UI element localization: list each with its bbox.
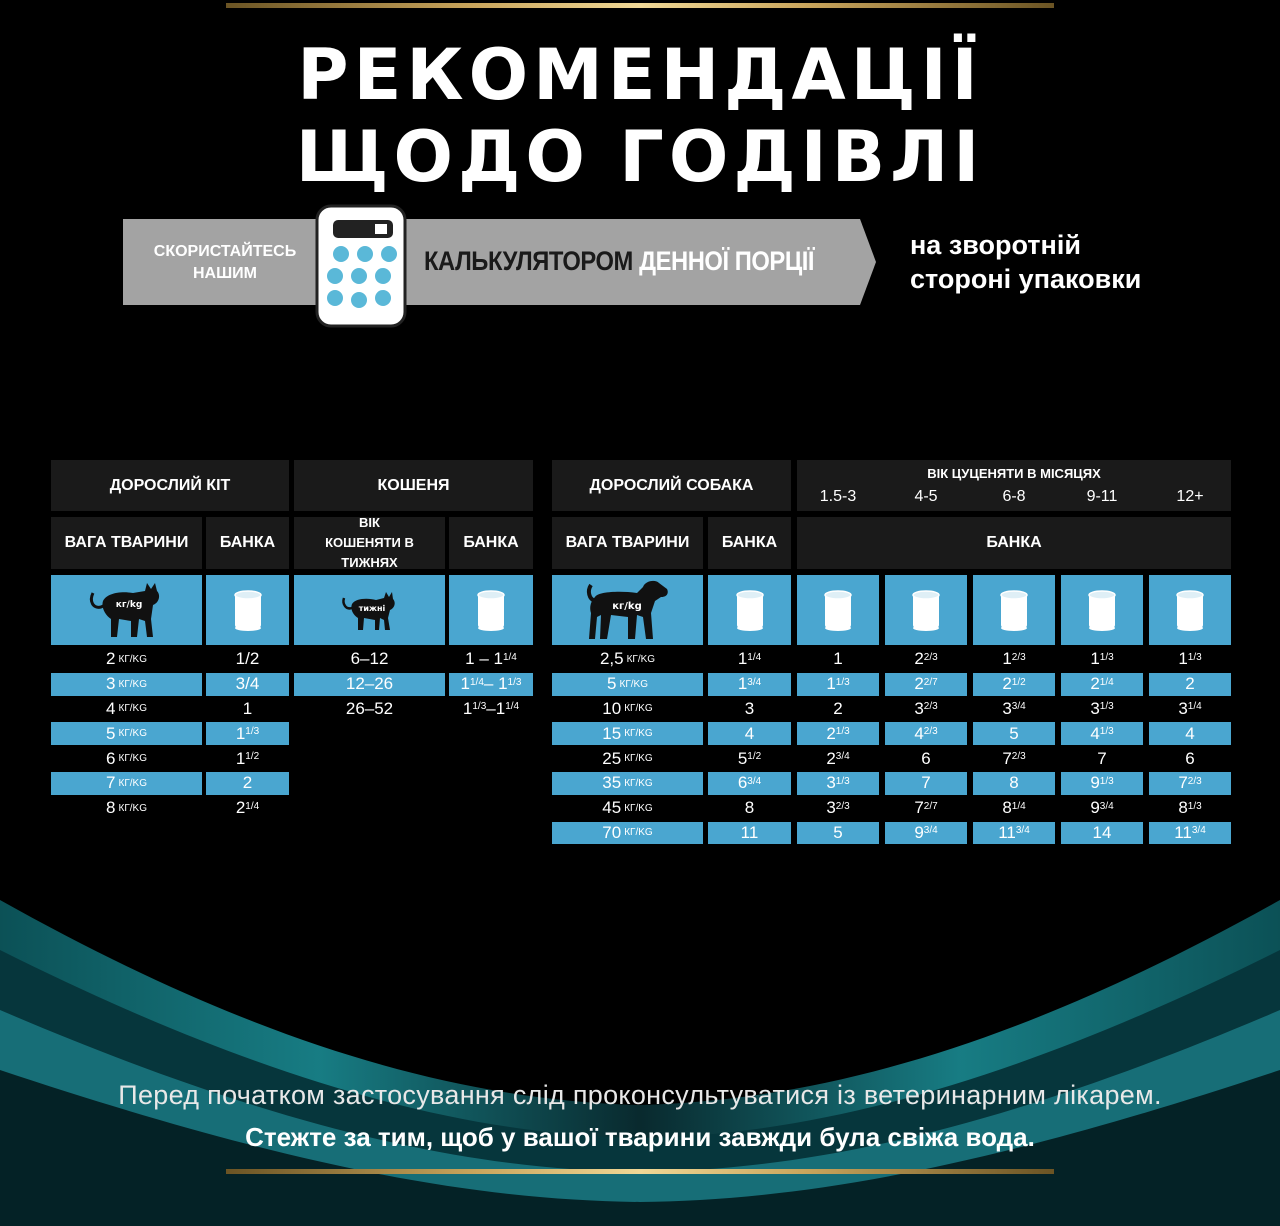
weight-unit: КГ/KG: [624, 802, 653, 814]
puppy-can-cell: [1149, 698, 1231, 721]
kitten-age-cell: 6–12: [350, 649, 389, 669]
weight-number: 25: [602, 748, 622, 768]
value-fraction: 2/7: [923, 800, 938, 812]
cat-can-icon-cell: [206, 575, 289, 645]
puppy-can-cell: [797, 648, 879, 671]
value-fraction: 2/7: [923, 676, 938, 688]
dog-can-icon-cell: [708, 575, 791, 645]
puppy-can-cell: [1149, 772, 1231, 795]
puppy-age-4: 9-11: [1086, 488, 1118, 505]
puppy-can-cell: [973, 698, 1055, 721]
dog-weight-cell: [552, 648, 703, 671]
puppy-can-cell: [797, 673, 879, 696]
value-main: 9: [914, 822, 924, 842]
value-main: 9: [1090, 798, 1100, 818]
value-main: 7: [921, 773, 931, 793]
puppy-can-cell: [973, 747, 1055, 770]
cat-can-header: БАНКА: [206, 517, 289, 569]
dog-weight-icon-cell: [552, 575, 703, 645]
calc-word: КАЛЬКУЛЯТОРОМ: [424, 246, 633, 276]
puppy-can-cell: [797, 722, 879, 745]
value-main: 11: [740, 822, 759, 842]
puppy-can-icon-cell-3: [973, 575, 1055, 645]
dog-can-cell: [708, 747, 791, 770]
weight-unit: КГ/KG: [118, 753, 147, 765]
value-main: 11: [998, 822, 1016, 842]
puppy-can-icon-cell-4: [1061, 575, 1143, 645]
value-fraction: 2/3: [835, 800, 850, 812]
value-main: 7: [914, 798, 924, 818]
value-main: 3: [1178, 698, 1188, 718]
value-fraction: 3/4: [1011, 701, 1026, 713]
cat-weight-cell: [51, 698, 202, 721]
kitten-age-header: ВІК КОШЕНЯТИ В ТИЖНЯХ: [294, 517, 445, 569]
value-main: 1: [1090, 649, 1100, 669]
puppy-can-cell: [1061, 747, 1143, 770]
can-icon: [911, 589, 941, 631]
value-fraction: 1/4: [470, 676, 484, 688]
value-main: 1: [737, 649, 748, 669]
value-main: 1: [826, 674, 836, 694]
back-note-line-2: стороні упаковки: [910, 264, 1142, 294]
value-main: 7: [1097, 748, 1107, 768]
value-fraction: 1/3: [507, 676, 522, 688]
weight-number: 7: [106, 773, 116, 793]
weight-number: 2: [106, 649, 116, 669]
puppy-title: ВІК ЦУЦЕНЯТИ В МІСЯЦЯХ: [927, 466, 1101, 481]
kitten-header: КОШЕНЯ: [294, 460, 533, 511]
svg-text:кг/kg: кг/kg: [115, 600, 142, 610]
value-fraction: 3/4: [1099, 800, 1114, 812]
puppy-can-cell: [973, 797, 1055, 820]
svg-text:тижні: тижні: [358, 604, 385, 613]
puppy-can-cell: [973, 648, 1055, 671]
title-line-2: ЩОДО ГОДІВЛІ: [295, 116, 985, 198]
dog-weight-cell: [552, 698, 703, 721]
page-title: [0, 34, 1280, 198]
value-main: 2: [826, 723, 836, 743]
weight-number: 2,5: [599, 649, 624, 669]
teal-wave-decoration: [0, 880, 1280, 1226]
dog-can-cell: [708, 648, 791, 671]
puppy-can-cell: [1061, 698, 1143, 721]
weight-unit: КГ/KG: [624, 777, 653, 789]
weight-unit: КГ/KG: [118, 653, 147, 665]
puppy-can-cell: [885, 698, 967, 721]
puppy-can-cell: [1149, 673, 1231, 696]
value-main: –1: [486, 698, 506, 718]
dog-can-cell: [708, 722, 791, 745]
weight-number: 6: [106, 748, 116, 768]
value-main: 4: [1185, 723, 1195, 743]
svg-text:кг/kg: кг/kg: [611, 601, 642, 612]
cat-can-cell: [206, 698, 289, 721]
value-fraction: 2/3: [923, 701, 938, 713]
can-icon: [476, 589, 506, 631]
puppy-can-cell: [973, 673, 1055, 696]
banner-calc-text: [424, 246, 814, 277]
can-icon: [999, 589, 1029, 631]
calculator-icon: [313, 202, 409, 330]
value-main: 2: [826, 748, 836, 768]
dog-weight-cell: [552, 772, 703, 795]
kitten-age-cell: 12–26: [294, 673, 445, 696]
puppy-can-cell: [797, 797, 879, 820]
weight-unit: КГ/KG: [624, 703, 653, 715]
value-main: 3: [1090, 698, 1100, 718]
value-fraction: 2/3: [923, 651, 938, 663]
cat-weight-cell: [51, 797, 202, 820]
top-gold-divider: [226, 3, 1054, 8]
value-main: 3/4: [235, 674, 260, 694]
weight-number: 45: [602, 798, 622, 818]
cat-can-cell: [206, 722, 289, 745]
can-icon: [1175, 589, 1205, 631]
value-fraction: 1/4: [1187, 701, 1202, 713]
weight-unit: КГ/KG: [118, 728, 147, 740]
value-main: 1: [833, 649, 843, 669]
value-main: 11: [1174, 822, 1192, 842]
weight-unit: КГ/KG: [118, 777, 147, 789]
value-fraction: 1/3: [1187, 651, 1202, 663]
value-fraction: 1/3: [1099, 701, 1114, 713]
value-fraction: 1/4: [502, 651, 517, 663]
value-fraction: 1/3: [1187, 800, 1202, 812]
weight-number: 5: [106, 723, 116, 743]
value-main: 2: [242, 773, 253, 793]
puppy-can-cell: [1149, 747, 1231, 770]
value-fraction: 1/4: [747, 651, 762, 663]
puppy-can-cell: [797, 747, 879, 770]
value-main: 1: [1002, 649, 1012, 669]
weight-number: 4: [106, 698, 116, 718]
puppy-can-cell: [885, 722, 967, 745]
weight-unit: КГ/KG: [118, 678, 147, 690]
value-main: 1: [242, 698, 253, 718]
cat-weight-cell: [51, 648, 202, 671]
adult-cat-header: ДОРОСЛИЙ КІТ: [51, 460, 289, 511]
weight-number: 10: [602, 698, 622, 718]
weight-number: 8: [106, 798, 116, 818]
value-main: 2: [914, 649, 924, 669]
puppy-age-2: 4-5: [914, 488, 938, 505]
puppy-can-cell: [885, 648, 967, 671]
value-fraction: 3/4: [835, 751, 850, 763]
dog-can-cell: [708, 673, 791, 696]
cat-weight-cell: [51, 673, 202, 696]
value-fraction: 1/4: [1099, 676, 1114, 688]
can-icon: [1087, 589, 1117, 631]
bottom-gold-divider: [226, 1169, 1054, 1174]
value-fraction: 1/3: [245, 726, 260, 738]
weight-unit: КГ/KG: [619, 678, 648, 690]
value-fraction: 1/3: [835, 726, 850, 738]
weight-unit: КГ/KG: [626, 653, 656, 665]
title-line-1: РЕКОМЕНДАЦІЇ: [297, 34, 983, 116]
value-fraction: 1/3: [1099, 775, 1114, 787]
kitten-age-cell: 26–52: [345, 698, 394, 718]
value-main: 2: [833, 698, 843, 718]
value-fraction: 1/3: [835, 775, 850, 787]
puppy-can-cell: [1149, 822, 1231, 845]
puppy-can-cell: [797, 772, 879, 795]
puppy-can-cell: [973, 722, 1055, 745]
kitten-can-header: БАНКА: [449, 517, 533, 569]
value-fraction: 3/4: [923, 825, 938, 837]
value-main: 7: [1002, 748, 1012, 768]
weight-number: 3: [106, 674, 116, 694]
kitten-can-icon-cell: [449, 575, 533, 645]
dog-can-cell: [708, 797, 791, 820]
value-fraction: 1/3: [1099, 726, 1114, 738]
adult-dog-header: ДОРОСЛИЙ СОБАКА: [552, 460, 791, 511]
value-fraction: 2/3: [1011, 651, 1026, 663]
value-main: 8: [744, 798, 755, 818]
back-side-note: [910, 228, 1141, 296]
can-icon: [735, 589, 765, 631]
value-main: 2: [235, 798, 246, 818]
weight-unit: КГ/KG: [624, 753, 653, 765]
cat-can-cell: [206, 772, 289, 795]
dog-weight-cell: [552, 673, 703, 696]
cat-weight-icon-cell: [51, 575, 202, 645]
value-fraction: 2/3: [1011, 751, 1026, 763]
cat-silhouette-icon: [87, 579, 167, 641]
dog-can-cell: [708, 772, 791, 795]
value-fraction: 2/3: [1187, 775, 1202, 787]
value-main: 7: [1178, 773, 1188, 793]
weight-number: 70: [602, 822, 622, 842]
value-main: 1: [235, 723, 246, 743]
value-fraction: 1/3: [1099, 651, 1114, 663]
value-main: 2: [1185, 674, 1195, 694]
value-main: 4: [914, 723, 924, 743]
value-main: 4: [744, 723, 755, 743]
puppy-can-cell: [797, 698, 879, 721]
dog-weight-header: ВАГА ТВАРИНИ: [552, 517, 703, 569]
value-main: 8: [1178, 798, 1188, 818]
value-fraction: 1/4: [1011, 800, 1026, 812]
value-main: 3: [744, 698, 755, 718]
value-main: 3: [914, 698, 924, 718]
value-main: 2: [914, 674, 924, 694]
value-main: 1: [235, 748, 246, 768]
weight-unit: КГ/KG: [118, 703, 147, 715]
value-fraction: 1/3: [835, 676, 850, 688]
value-fraction: 1/4: [245, 800, 260, 812]
value-fraction: 1/4: [505, 701, 520, 713]
puppy-age-3: 6-8: [1002, 488, 1026, 505]
cat-can-cell: [206, 797, 289, 820]
puppy-age-5: 12+: [1176, 488, 1204, 505]
fresh-water-note: Стежте за тим, щоб у вашої тварини завжди була свіжа вода.: [245, 1122, 1035, 1152]
dog-can-cell: [708, 822, 791, 845]
value-main: 5: [1009, 723, 1019, 743]
dog-can-cell: [708, 698, 791, 721]
puppy-can-cell: [1149, 648, 1231, 671]
dog-weight-cell: [552, 722, 703, 745]
consult-vet-note: Перед початком застосування слід проконсультуватися із ветеринарним лікарем.: [118, 1080, 1162, 1110]
can-icon: [823, 589, 853, 631]
value-fraction: 3/4: [1015, 825, 1030, 837]
value-main: 6: [921, 748, 931, 768]
value-fraction: 3/4: [1191, 825, 1206, 837]
puppy-can-cell: [885, 797, 967, 820]
dog-silhouette-icon: [583, 577, 673, 643]
puppy-can-cell: [1061, 722, 1143, 745]
value-main: 3: [826, 798, 836, 818]
value-main: 6: [1185, 748, 1195, 768]
value-main: 14: [1092, 822, 1112, 842]
value-main: 1: [462, 698, 473, 718]
value-main: 6: [737, 773, 748, 793]
puppy-can-icon-cell-5: [1149, 575, 1231, 645]
back-note-line-1: на зворотній: [910, 230, 1081, 260]
cat-weight-header: ВАГА ТВАРИНИ: [51, 517, 202, 569]
value-main: 8: [1002, 798, 1012, 818]
value-main: 8: [1009, 773, 1019, 793]
value-main: 1: [737, 674, 748, 694]
value-fraction: 3/4: [747, 676, 762, 688]
dog-weight-cell: [552, 822, 703, 845]
can-icon: [233, 589, 263, 631]
puppy-can-cell: [1149, 797, 1231, 820]
value-main: 2: [1002, 674, 1012, 694]
puppy-age-1: 1.5-3: [819, 488, 857, 505]
value-main: 5: [737, 748, 748, 768]
value-main: – 1: [483, 674, 508, 694]
dog-can-header: БАНКА: [708, 517, 791, 569]
kitten-silhouette-icon: [340, 588, 400, 632]
puppy-can-cell: [1061, 822, 1143, 845]
cat-weight-cell: [51, 722, 202, 745]
value-main: 3: [826, 773, 836, 793]
puppy-can-cell: [885, 747, 967, 770]
puppy-can-cell: [1061, 797, 1143, 820]
puppy-can-cell: [973, 822, 1055, 845]
value-fraction: 3/4: [747, 775, 762, 787]
kitten-age-icon-cell: [294, 575, 445, 645]
cat-weight-cell: [51, 772, 202, 795]
kitten-can-cell: [449, 698, 533, 721]
weight-unit: КГ/KG: [118, 802, 147, 814]
cat-can-cell: [206, 673, 289, 696]
puppy-can-icon-cell-2: [885, 575, 967, 645]
value-fraction: 1/3: [472, 701, 487, 713]
value-main: 1: [460, 674, 470, 694]
weight-number: 35: [602, 773, 622, 793]
puppy-can-cell: [797, 822, 879, 845]
value-main: 1 – 1: [465, 649, 503, 669]
puppy-can-cell: [1061, 772, 1143, 795]
puppy-can-cell: [885, 772, 967, 795]
value-fraction: 2/3: [923, 726, 938, 738]
value-main: 1/2: [235, 649, 260, 669]
value-fraction: 1/2: [747, 751, 762, 763]
value-main: 2: [1090, 674, 1100, 694]
portion-word: ДЕННОЇ ПОРЦІЇ: [639, 246, 815, 276]
puppy-can-cell: [973, 772, 1055, 795]
weight-unit: КГ/KG: [624, 827, 653, 839]
puppy-can-cell: [885, 673, 967, 696]
value-main: 3: [1002, 698, 1012, 718]
dog-weight-cell: [552, 797, 703, 820]
kitten-can-cell: [449, 673, 533, 696]
puppy-can-cell: [1149, 722, 1231, 745]
puppy-can-cell: [1061, 673, 1143, 696]
cat-can-cell: [206, 747, 289, 770]
value-main: 9: [1090, 773, 1100, 793]
value-fraction: 1/2: [1011, 676, 1026, 688]
weight-unit: КГ/KG: [624, 728, 653, 740]
cat-can-cell: [206, 648, 289, 671]
value-fraction: 1/2: [245, 751, 260, 763]
weight-number: 5: [607, 674, 617, 694]
weight-number: 15: [602, 723, 622, 743]
value-main: 4: [1090, 723, 1100, 743]
dog-weight-cell: [552, 747, 703, 770]
puppy-can-icon-cell-1: [797, 575, 879, 645]
puppy-can-cell: [885, 822, 967, 845]
value-main: 1: [1178, 649, 1188, 669]
puppy-can-cell: [1061, 648, 1143, 671]
puppy-can-header: БАНКА: [797, 517, 1231, 569]
kitten-can-cell: [449, 648, 533, 671]
cat-weight-cell: [51, 747, 202, 770]
value-main: 5: [833, 822, 843, 842]
banner-use-text: СКОРИСТАЙТЕСЬ НАШИМ: [153, 243, 297, 282]
